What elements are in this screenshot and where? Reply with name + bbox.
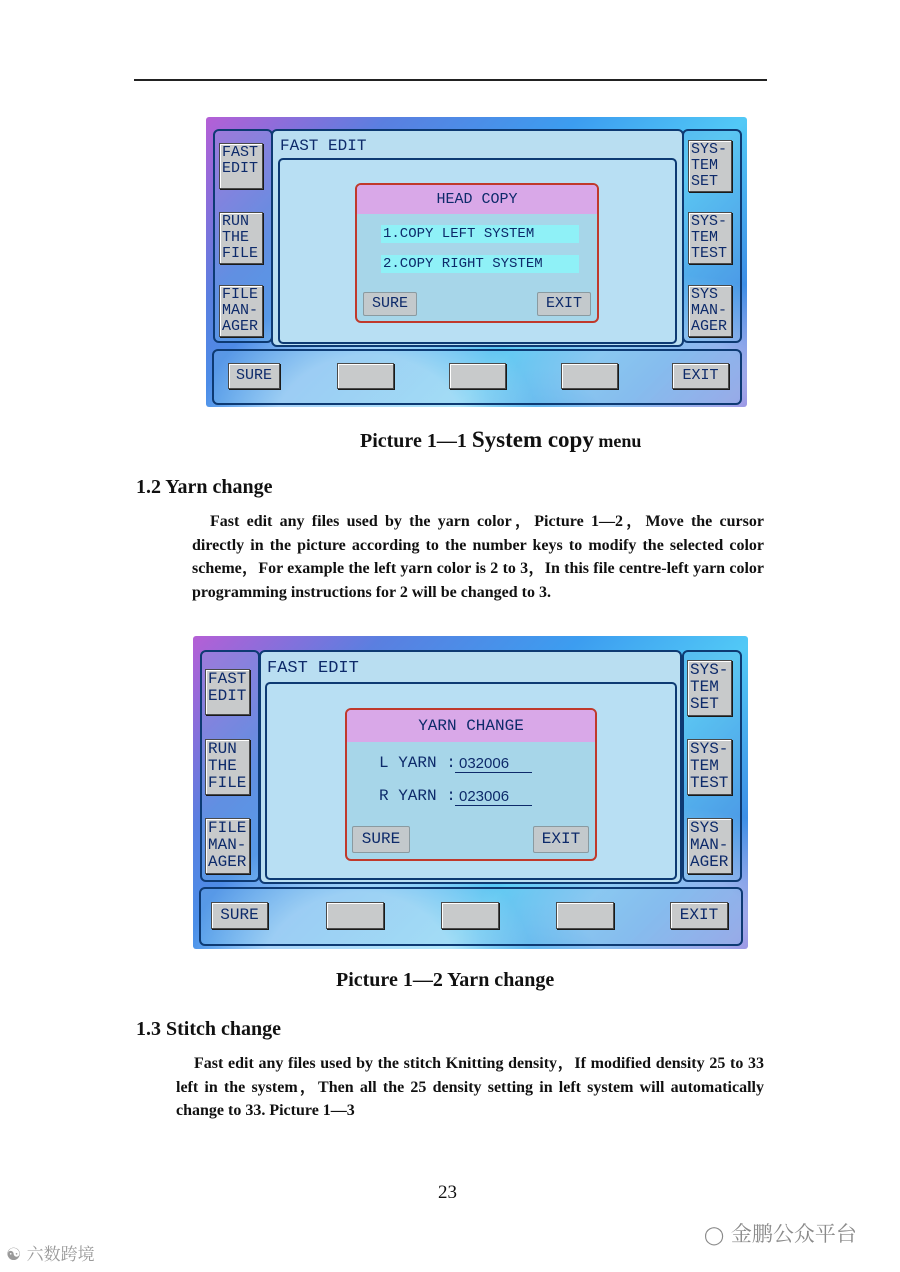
file-manager-button[interactable]: FILE MAN- AGER — [219, 285, 263, 337]
bottom-sure-button[interactable]: SURE — [211, 902, 268, 929]
yarn-change-screenshot — [193, 636, 748, 949]
caption-1-suffix: menu — [593, 431, 642, 451]
yarn-change-paragraph — [192, 510, 764, 604]
caption-1-prefix: Picture 1—1 — [360, 430, 472, 452]
bottom-blank-button-1[interactable] — [337, 363, 394, 389]
stitch-change-text: Fast edit any files used by the stitch Knitting density，If modified density 25 to 33 left in the system，Then all the 25 density setting in left system will automatically change to 33. Picture 1—3 — [176, 1055, 764, 1119]
watermark-logo-icon: ☯ — [6, 1245, 22, 1265]
file-manager-button[interactable]: FILE MAN- AGER — [205, 818, 250, 874]
watermark-left-text: 六数跨境 — [26, 1245, 95, 1265]
dialog-sure-button[interactable]: SURE — [352, 826, 410, 853]
yarn-change-dialog — [345, 708, 597, 861]
watermark-right-text: 金鹏公众平台 — [730, 1222, 857, 1246]
bottom-exit-button[interactable]: EXIT — [670, 902, 728, 929]
header-rule — [134, 79, 767, 81]
fast-edit-button[interactable]: FAST EDIT — [219, 143, 263, 189]
system-test-button[interactable]: SYS- TEM TEST — [688, 212, 732, 264]
dialog-title: YARN CHANGE — [347, 710, 595, 742]
bottom-blank-button-1[interactable] — [326, 902, 384, 929]
figure-1-caption — [360, 427, 641, 453]
l-yarn-input[interactable]: 032006 — [455, 755, 532, 773]
bottom-blank-button-3[interactable] — [561, 363, 618, 389]
dialog-exit-button[interactable]: EXIT — [533, 826, 589, 853]
bottom-blank-button-2[interactable] — [449, 363, 506, 389]
panel-title: FAST EDIT — [267, 659, 359, 678]
copy-right-system-option[interactable]: 2.COPY RIGHT SYSTEM — [381, 255, 579, 273]
copy-left-system-option[interactable]: 1.COPY LEFT SYSTEM — [381, 225, 579, 243]
head-copy-dialog — [355, 183, 599, 323]
dialog-exit-button[interactable]: EXIT — [537, 292, 591, 316]
heading-yarn-change: 1.2 Yarn change — [136, 476, 273, 498]
r-yarn-label: R YARN : — [379, 787, 456, 805]
system-set-button[interactable]: SYS- TEM SET — [688, 140, 732, 192]
caption-1-main: System copy — [471, 427, 594, 452]
yarn-change-text: Fast edit any files used by the yarn color，Picture 1—2，Move the cursor directly in the picture according to the number keys to modify the selected color scheme，For example the left yarn color is 2 to 3，In this file centre-left yarn color programming instructions for 2 will be changed to 3. — [192, 513, 764, 601]
bottom-exit-button[interactable]: EXIT — [672, 363, 729, 389]
wechat-icon: ◯ — [704, 1225, 725, 1246]
l-yarn-label: L YARN : — [379, 754, 456, 772]
run-the-file-button[interactable]: RUN THE FILE — [219, 212, 263, 264]
figure-2-caption: Picture 1—2 Yarn change — [336, 969, 555, 991]
watermark-wechat — [704, 1218, 857, 1248]
r-yarn-input[interactable]: 023006 — [455, 788, 532, 806]
system-manager-button[interactable]: SYS MAN- AGER — [687, 818, 732, 874]
bottom-blank-button-3[interactable] — [556, 902, 614, 929]
dialog-title: HEAD COPY — [357, 185, 597, 214]
system-manager-button[interactable]: SYS MAN- AGER — [688, 285, 732, 337]
system-set-button[interactable]: SYS- TEM SET — [687, 660, 732, 716]
bottom-sure-button[interactable]: SURE — [228, 363, 280, 389]
bottom-blank-button-2[interactable] — [441, 902, 499, 929]
dialog-sure-button[interactable]: SURE — [363, 292, 417, 316]
watermark-left — [6, 1240, 95, 1265]
head-copy-screenshot — [206, 117, 747, 407]
stitch-change-paragraph — [176, 1052, 764, 1123]
heading-stitch-change: 1.3 Stitch change — [136, 1018, 281, 1040]
run-the-file-button[interactable]: RUN THE FILE — [205, 739, 250, 795]
panel-title: FAST EDIT — [280, 137, 367, 155]
fast-edit-button[interactable]: FAST EDIT — [205, 669, 250, 715]
system-test-button[interactable]: SYS- TEM TEST — [687, 739, 732, 795]
page-number: 23 — [438, 1182, 457, 1203]
